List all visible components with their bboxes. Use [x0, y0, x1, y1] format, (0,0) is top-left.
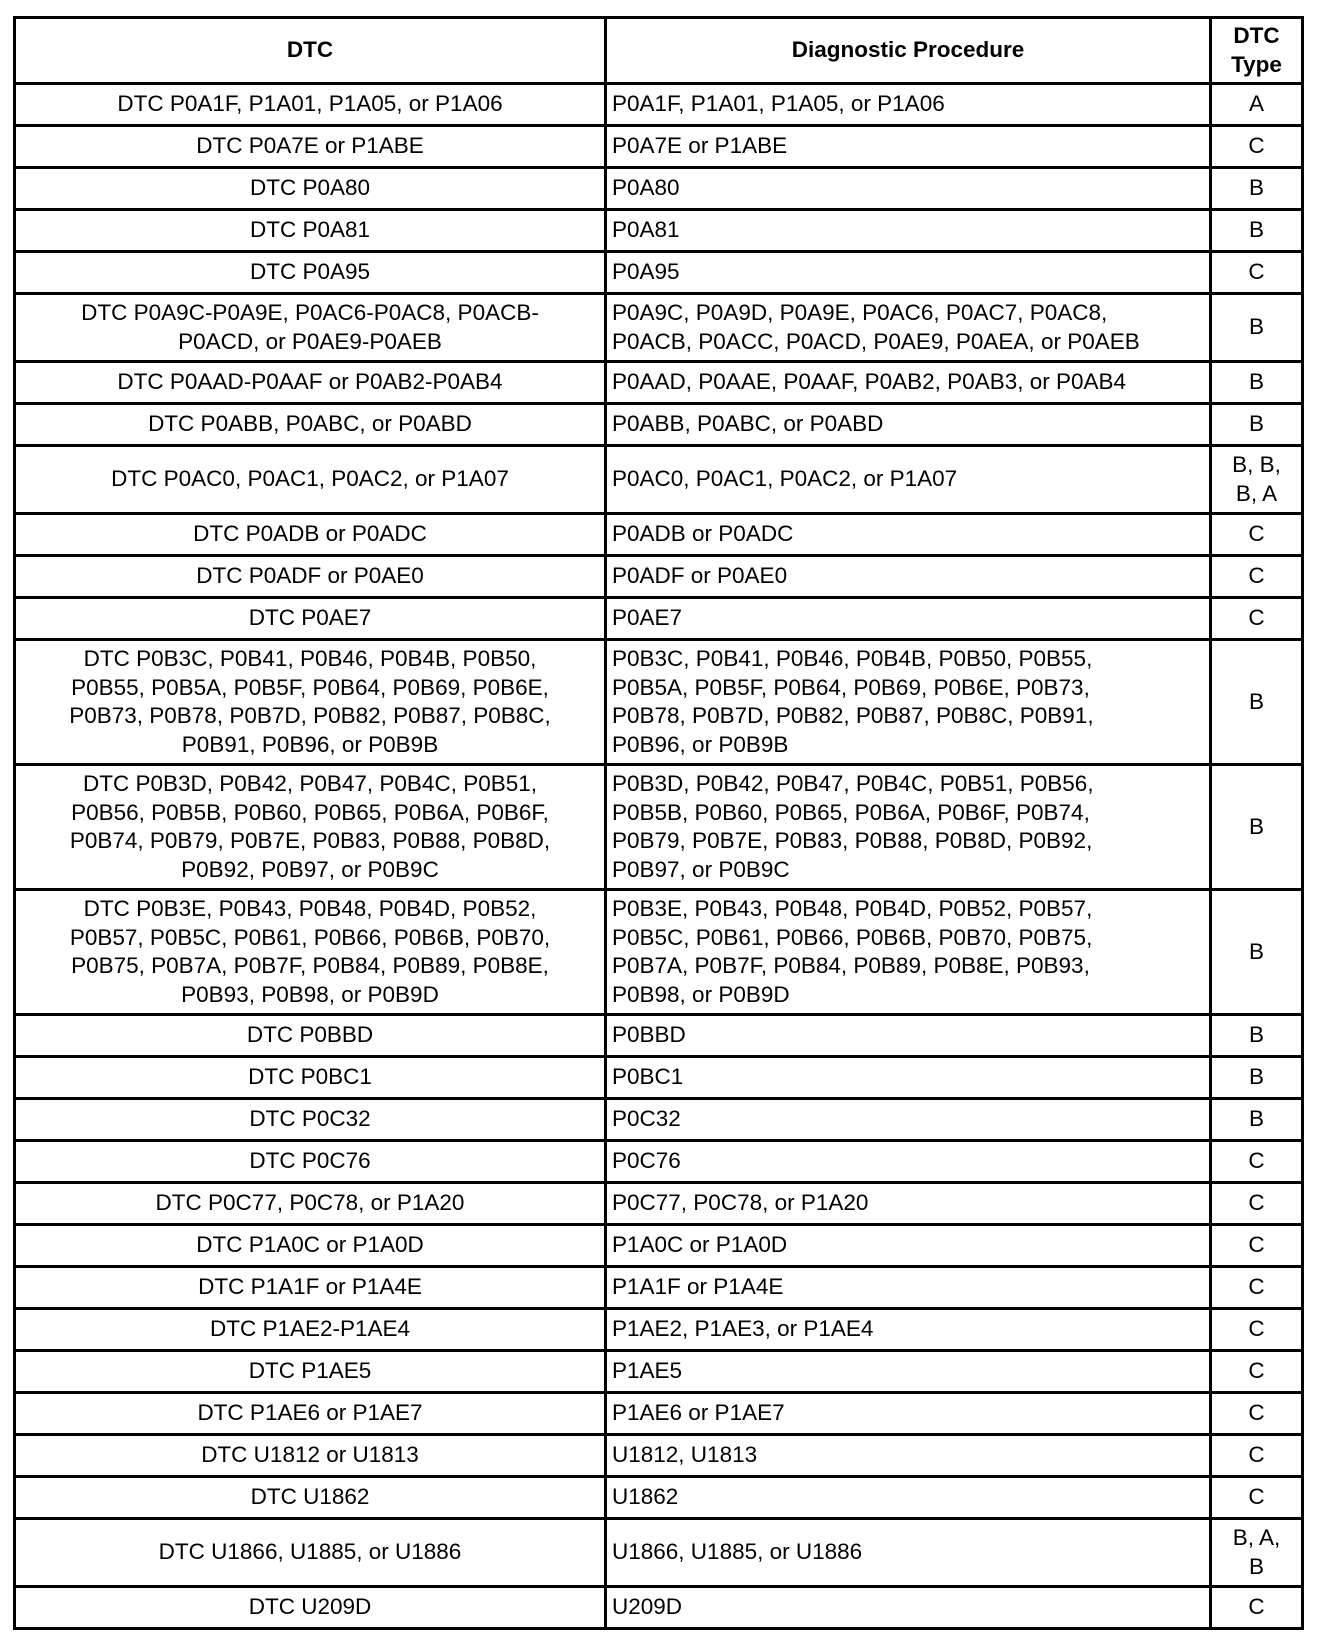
type-cell-line: C	[1248, 259, 1265, 285]
dtc-cell-line: DTC P0AAD-P0AAF or P0AB2-P0AB4	[117, 369, 503, 395]
table-row	[15, 252, 1303, 294]
type-cell-line: B	[1248, 411, 1264, 437]
table-row	[15, 1435, 1303, 1477]
procedure-cell-line: P0B96, or P0B9B	[612, 731, 789, 757]
dtc-cell	[15, 126, 606, 168]
table-row	[15, 210, 1303, 252]
type-cell	[1211, 1587, 1303, 1629]
procedure-cell-line: P0ABB, P0ABC, or P0ABD	[612, 411, 884, 437]
type-cell	[1211, 168, 1303, 210]
dtc-cell-line: DTC P0ADB or P0ADC	[193, 521, 427, 547]
type-cell-line: B, A	[1235, 480, 1278, 506]
header-dtc-type	[1211, 18, 1303, 84]
dtc-cell-line: DTC P0AE7	[248, 605, 372, 631]
procedure-cell-line: U1812, U1813	[612, 1442, 758, 1468]
type-cell	[1211, 84, 1303, 126]
type-cell-line: C	[1248, 1442, 1265, 1468]
type-cell	[1211, 1099, 1303, 1141]
table-row	[15, 168, 1303, 210]
type-cell	[1211, 765, 1303, 890]
dtc-cell-line: DTC P0A80	[249, 175, 371, 201]
procedure-cell	[606, 210, 1211, 252]
table-body	[15, 84, 1303, 1629]
procedure-cell	[606, 294, 1211, 362]
procedure-cell-line: P0B78, P0B7D, P0B82, P0B87, P0B8C, P0B91,	[612, 703, 1094, 728]
type-cell	[1211, 404, 1303, 446]
procedure-cell	[606, 1141, 1211, 1183]
type-cell-line: B	[1248, 314, 1264, 340]
type-cell	[1211, 446, 1303, 514]
procedure-cell-line: P0B3C, P0B41, P0B46, P0B4B, P0B50, P0B55,	[612, 646, 1093, 671]
procedure-cell-line: P0C76	[612, 1148, 681, 1174]
procedure-cell-line: P0B7A, P0B7F, P0B84, P0B89, P0B8E, P0B93,	[612, 953, 1090, 978]
procedure-cell	[606, 126, 1211, 168]
procedure-cell	[606, 404, 1211, 446]
type-cell-line: B	[1248, 688, 1264, 714]
procedure-cell	[606, 1267, 1211, 1309]
procedure-cell-line: P0AC0, P0AC1, P0AC2, or P1A07	[612, 466, 958, 492]
table-row	[15, 890, 1303, 1015]
table-row	[15, 446, 1303, 514]
type-cell-line: B	[1248, 813, 1264, 839]
procedure-cell-line: P0B3E, P0B43, P0B48, P0B4D, P0B52, P0B57,	[612, 896, 1093, 921]
table-row	[15, 1519, 1303, 1587]
procedure-cell	[606, 1099, 1211, 1141]
dtc-cell	[15, 514, 606, 556]
table-row	[15, 1141, 1303, 1183]
type-cell	[1211, 1519, 1303, 1587]
dtc-cell	[15, 252, 606, 294]
type-cell-line: C	[1248, 1400, 1265, 1426]
dtc-cell-line: DTC P0C77, P0C78, or P1A20	[155, 1190, 465, 1216]
dtc-cell	[15, 1015, 606, 1057]
dtc-cell-line: DTC U1862	[250, 1484, 370, 1510]
table-row	[15, 1587, 1303, 1629]
type-cell	[1211, 640, 1303, 765]
dtc-cell	[15, 1393, 606, 1435]
procedure-cell-line: P0A7E or P1ABE	[612, 133, 788, 159]
procedure-cell-line: P0A9C, P0A9D, P0A9E, P0AC6, P0AC7, P0AC8,	[612, 300, 1108, 325]
dtc-cell-line: DTC P1AE5	[248, 1358, 372, 1384]
dtc-cell	[15, 1477, 606, 1519]
dtc-cell-line: DTC P0B3E, P0B43, P0B48, P0B4D, P0B52,	[83, 896, 537, 921]
type-cell	[1211, 1225, 1303, 1267]
dtc-cell-line: P0B74, P0B79, P0B7E, P0B83, P0B88, P0B8D,	[69, 828, 551, 853]
dtc-cell-line: DTC P0BBD	[246, 1022, 374, 1048]
procedure-cell-line: P0AAD, P0AAE, P0AAF, P0AB2, P0AB3, or P0AB4	[612, 369, 1127, 395]
dtc-cell	[15, 404, 606, 446]
procedure-cell	[606, 1057, 1211, 1099]
dtc-cell-line: DTC P0B3D, P0B42, P0B47, P0B4C, P0B51,	[83, 771, 537, 796]
dtc-cell-line: DTC P1AE2-P1AE4	[209, 1316, 411, 1342]
procedure-cell-line: U1862	[612, 1484, 679, 1510]
table-row	[15, 514, 1303, 556]
procedure-cell-line: P0ACB, P0ACC, P0ACD, P0AE9, P0AEA, or P0AEB	[612, 328, 1140, 354]
procedure-cell	[606, 1183, 1211, 1225]
dtc-cell	[15, 168, 606, 210]
dtc-cell-line: DTC P0C32	[249, 1106, 371, 1132]
dtc-cell-line: P0B91, P0B96, or P0B9B	[181, 731, 439, 757]
type-cell-line: B, A,	[1232, 1525, 1281, 1550]
table-row	[15, 598, 1303, 640]
procedure-cell-line: P0B5C, P0B61, P0B66, P0B6B, P0B70, P0B75,	[612, 924, 1093, 950]
dtc-cell-line: P0ACD, or P0AE9-P0AEB	[178, 328, 442, 354]
dtc-cell	[15, 1141, 606, 1183]
type-cell	[1211, 1267, 1303, 1309]
procedure-cell	[606, 640, 1211, 765]
type-cell-line: C	[1248, 521, 1265, 547]
procedure-cell	[606, 556, 1211, 598]
procedure-cell-line: P0AE7	[612, 605, 683, 631]
dtc-cell-line: DTC U1866, U1885, or U1886	[158, 1539, 462, 1565]
dtc-cell-line: DTC P1A1F or P1A4E	[198, 1274, 422, 1300]
dtc-cell	[15, 765, 606, 890]
dtc-cell-line: DTC U209D	[248, 1594, 372, 1620]
header-dtc-type-line: Type	[1231, 51, 1282, 77]
type-cell	[1211, 556, 1303, 598]
procedure-cell-line: P1A0C or P1A0D	[612, 1232, 788, 1258]
procedure-cell	[606, 1309, 1211, 1351]
type-cell	[1211, 1141, 1303, 1183]
procedure-cell-line: P0BBD	[612, 1022, 686, 1048]
dtc-cell	[15, 84, 606, 126]
dtc-cell	[15, 890, 606, 1015]
type-cell-line: C	[1248, 1594, 1265, 1620]
dtc-cell	[15, 1183, 606, 1225]
table-header-row	[15, 18, 1303, 84]
type-cell	[1211, 890, 1303, 1015]
dtc-cell-line: P0B75, P0B7A, P0B7F, P0B84, P0B89, P0B8E,	[71, 953, 549, 978]
type-cell	[1211, 1351, 1303, 1393]
type-cell	[1211, 210, 1303, 252]
type-cell-line: C	[1248, 1484, 1265, 1510]
procedure-cell	[606, 84, 1211, 126]
dtc-cell-line: DTC P1A0C or P1A0D	[196, 1232, 424, 1258]
procedure-cell-line: P0A1F, P1A01, P1A05, or P1A06	[612, 91, 945, 117]
procedure-cell-line: P0B5A, P0B5F, P0B64, P0B69, P0B6E, P0B73,	[612, 674, 1090, 700]
header-diagnostic-procedure: Diagnostic Procedure	[606, 18, 1211, 84]
dtc-cell	[15, 362, 606, 404]
type-cell-line: B	[1248, 217, 1264, 243]
procedure-cell	[606, 1435, 1211, 1477]
type-cell-line: C	[1248, 605, 1265, 631]
dtc-cell-line: DTC P0C76	[249, 1148, 371, 1174]
type-cell	[1211, 362, 1303, 404]
procedure-cell	[606, 890, 1211, 1015]
dtc-cell	[15, 1435, 606, 1477]
procedure-cell-line: P0B79, P0B7E, P0B83, P0B88, P0B8D, P0B92,	[612, 828, 1093, 853]
type-cell	[1211, 252, 1303, 294]
procedure-cell	[606, 1477, 1211, 1519]
procedure-cell-line: P0B98, or P0B9D	[612, 981, 790, 1007]
dtc-cell	[15, 1519, 606, 1587]
header-dtc: DTC	[15, 18, 606, 84]
dtc-cell	[15, 210, 606, 252]
procedure-cell-line: P1AE6 or P1AE7	[612, 1400, 785, 1426]
procedure-cell	[606, 446, 1211, 514]
dtc-cell-line: P0B56, P0B5B, P0B60, P0B65, P0B6A, P0B6F,	[71, 799, 549, 825]
type-cell	[1211, 1183, 1303, 1225]
procedure-cell	[606, 1393, 1211, 1435]
procedure-cell-line: P1A1F or P1A4E	[612, 1274, 784, 1300]
type-cell-line: C	[1248, 1316, 1265, 1342]
type-cell-line: A	[1248, 91, 1264, 117]
type-cell	[1211, 1477, 1303, 1519]
type-cell-line: B	[1248, 1106, 1264, 1132]
dtc-cell	[15, 1057, 606, 1099]
dtc-cell	[15, 1099, 606, 1141]
dtc-cell-line: DTC P0A7E or P1ABE	[196, 133, 424, 159]
table-row	[15, 640, 1303, 765]
dtc-cell-line: P0B57, P0B5C, P0B61, P0B66, P0B6B, P0B70,	[69, 924, 551, 950]
procedure-cell	[606, 362, 1211, 404]
table-row	[15, 1477, 1303, 1519]
dtc-cell-line: P0B93, P0B98, or P0B9D	[181, 981, 439, 1007]
procedure-cell-line: P0A81	[612, 217, 680, 243]
type-cell-line: C	[1248, 1274, 1265, 1300]
procedure-cell	[606, 1587, 1211, 1629]
table-row	[15, 1267, 1303, 1309]
table-row	[15, 362, 1303, 404]
type-cell	[1211, 1309, 1303, 1351]
procedure-cell-line: P0ADF or P0AE0	[612, 563, 788, 589]
dtc-cell-line: DTC P0A9C-P0A9E, P0AC6-P0AC8, P0ACB-	[81, 300, 539, 325]
table-row	[15, 765, 1303, 890]
procedure-cell-line: P0A80	[612, 175, 680, 201]
procedure-cell	[606, 598, 1211, 640]
dtc-cell	[15, 1267, 606, 1309]
procedure-cell-line: P0B3D, P0B42, P0B47, P0B4C, P0B51, P0B56,	[612, 771, 1094, 796]
procedure-cell	[606, 168, 1211, 210]
header-dtc-type-line: DTC	[1233, 23, 1280, 48]
procedure-cell-line: U209D	[612, 1594, 683, 1620]
type-cell	[1211, 1393, 1303, 1435]
table-row	[15, 556, 1303, 598]
procedure-cell	[606, 1015, 1211, 1057]
table-row	[15, 1393, 1303, 1435]
procedure-cell-line: P0BC1	[612, 1064, 684, 1090]
procedure-cell	[606, 765, 1211, 890]
type-cell-line: C	[1248, 133, 1265, 159]
procedure-cell-line: P1AE5	[612, 1358, 683, 1384]
table-row	[15, 84, 1303, 126]
type-cell-line: B	[1248, 1553, 1264, 1579]
procedure-cell	[606, 1519, 1211, 1587]
type-cell	[1211, 126, 1303, 168]
dtc-cell	[15, 294, 606, 362]
dtc-cell-line: DTC P0A1F, P1A01, P1A05, or P1A06	[117, 91, 503, 117]
dtc-cell-line: DTC P0A81	[249, 217, 371, 243]
procedure-cell-line: P1AE2, P1AE3, or P1AE4	[612, 1316, 874, 1342]
procedure-cell	[606, 1225, 1211, 1267]
dtc-cell	[15, 1309, 606, 1351]
table-row	[15, 1351, 1303, 1393]
dtc-table	[13, 16, 1304, 1630]
table-row	[15, 1099, 1303, 1141]
type-cell-line: C	[1248, 563, 1265, 589]
type-cell	[1211, 1057, 1303, 1099]
dtc-cell-line: DTC P0ADF or P0AE0	[196, 563, 424, 589]
type-cell-line: B	[1248, 1064, 1264, 1090]
dtc-cell-line: DTC P0A95	[249, 259, 371, 285]
procedure-cell	[606, 514, 1211, 556]
dtc-cell-line: P0B73, P0B78, P0B7D, P0B82, P0B87, P0B8C,	[69, 703, 551, 728]
table-row	[15, 294, 1303, 362]
dtc-cell-line: DTC P0ABB, P0ABC, or P0ABD	[148, 411, 472, 437]
procedure-cell-line: P0B5B, P0B60, P0B65, P0B6A, P0B6F, P0B74,	[612, 799, 1090, 825]
type-cell	[1211, 294, 1303, 362]
procedure-cell	[606, 1351, 1211, 1393]
table-row	[15, 1225, 1303, 1267]
type-cell	[1211, 598, 1303, 640]
procedure-cell	[606, 252, 1211, 294]
procedure-cell-line: U1866, U1885, or U1886	[612, 1539, 863, 1565]
procedure-cell-line: P0B97, or P0B9C	[612, 856, 790, 882]
type-cell-line: B	[1248, 938, 1264, 964]
type-cell	[1211, 1015, 1303, 1057]
dtc-cell	[15, 1351, 606, 1393]
table-row	[15, 404, 1303, 446]
procedure-cell-line: P0A95	[612, 259, 680, 285]
dtc-cell	[15, 598, 606, 640]
dtc-cell-line: DTC P0AC0, P0AC1, P0AC2, or P1A07	[111, 466, 509, 492]
type-cell-line: B	[1248, 1022, 1264, 1048]
type-cell-line: B, B,	[1232, 452, 1281, 477]
procedure-cell-line: P0C32	[612, 1106, 681, 1132]
type-cell	[1211, 1435, 1303, 1477]
dtc-cell-line: P0B92, P0B97, or P0B9C	[181, 856, 439, 882]
dtc-cell	[15, 1587, 606, 1629]
dtc-cell-line: DTC U1812 or U1813	[201, 1442, 419, 1468]
table-row	[15, 1183, 1303, 1225]
dtc-cell-line: DTC P0BC1	[248, 1064, 372, 1090]
type-cell-line: C	[1248, 1232, 1265, 1258]
type-cell-line: C	[1248, 1190, 1265, 1216]
dtc-cell-line: P0B55, P0B5A, P0B5F, P0B64, P0B69, P0B6E,	[71, 674, 549, 700]
type-cell-line: B	[1248, 369, 1264, 395]
table-row	[15, 1057, 1303, 1099]
table-row	[15, 1015, 1303, 1057]
type-cell	[1211, 514, 1303, 556]
type-cell-line: B	[1248, 175, 1264, 201]
table-row	[15, 126, 1303, 168]
dtc-cell-line: DTC P1AE6 or P1AE7	[197, 1400, 423, 1426]
procedure-cell-line: P0C77, P0C78, or P1A20	[612, 1190, 869, 1216]
type-cell-line: C	[1248, 1358, 1265, 1384]
procedure-cell-line: P0ADB or P0ADC	[612, 521, 794, 547]
dtc-cell	[15, 446, 606, 514]
table-row	[15, 1309, 1303, 1351]
type-cell-line: C	[1248, 1148, 1265, 1174]
dtc-cell	[15, 1225, 606, 1267]
dtc-cell-line: DTC P0B3C, P0B41, P0B46, P0B4B, P0B50,	[83, 646, 537, 671]
dtc-cell	[15, 640, 606, 765]
dtc-cell	[15, 556, 606, 598]
